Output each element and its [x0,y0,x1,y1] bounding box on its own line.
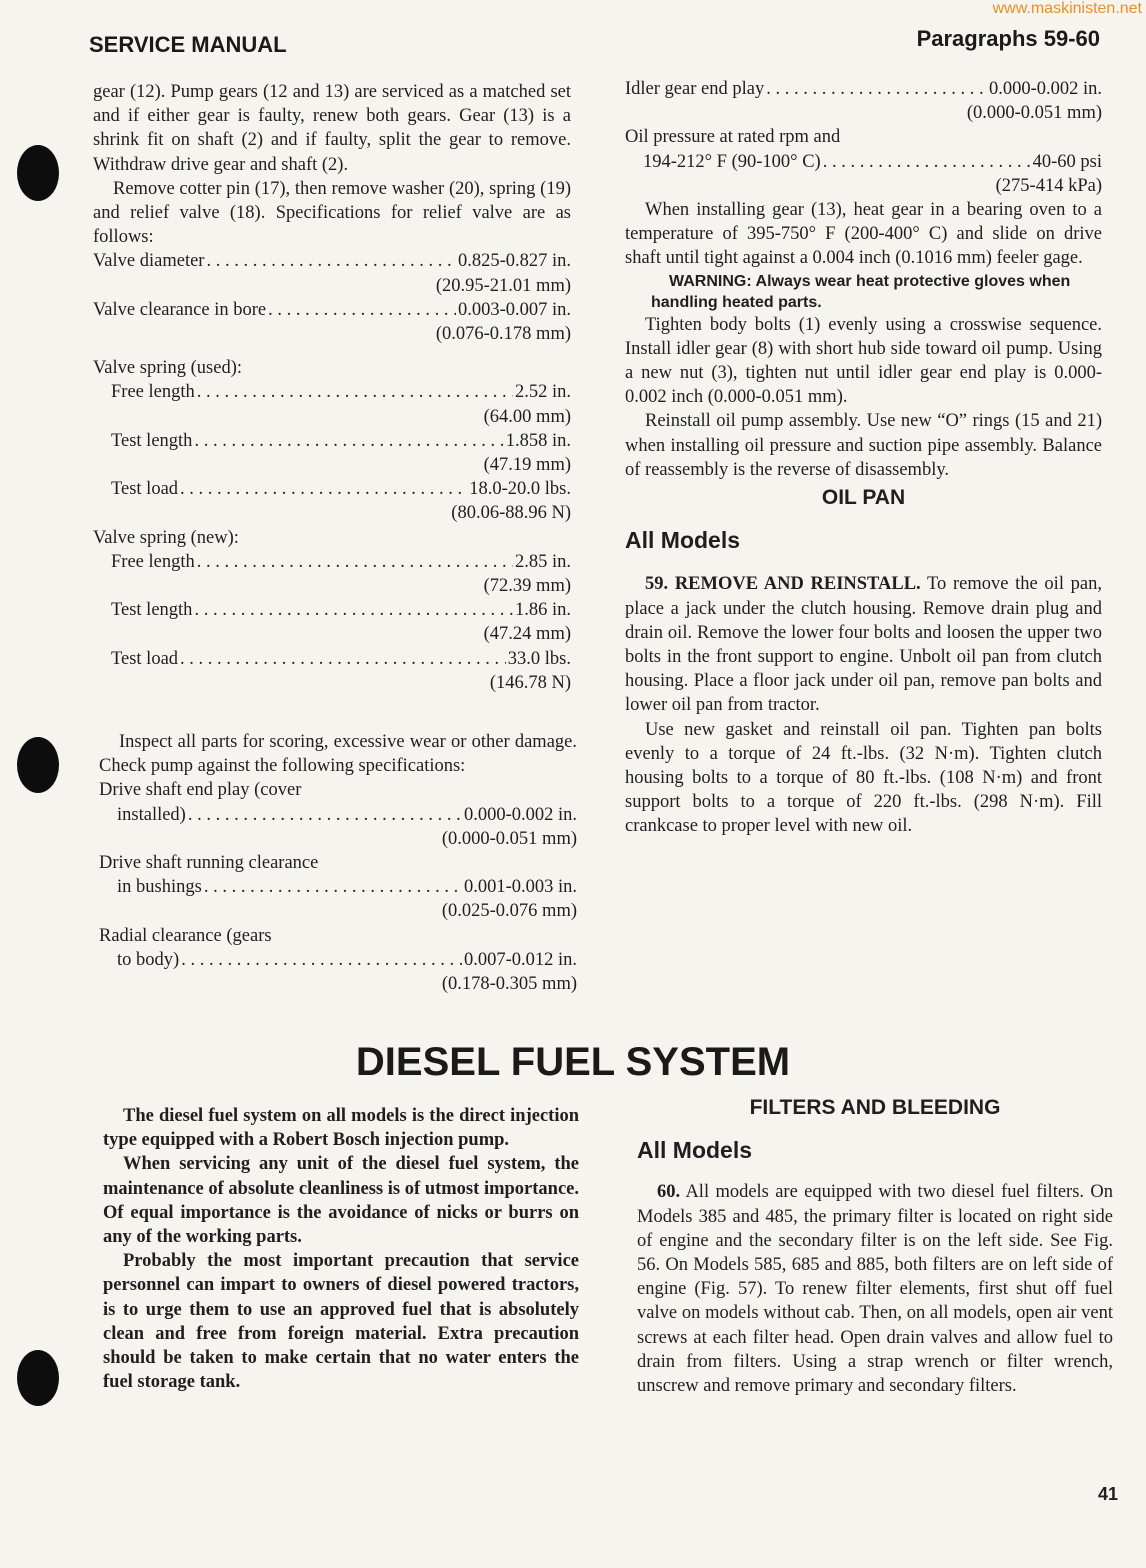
spec-heading: Oil pressure at rated rpm and [625,127,841,148]
reinstall-paragraph: Reinstall oil pump assembly. Use new “O” rings (15 and 21) when installing oil pressure and suction pipe assembly. Balance of reassembly is the reverse of disassembly. [625,411,1102,480]
spec-idler [625,77,1102,125]
all-models-heading-2: All Models [637,1137,753,1164]
spec-label: Valve clearance in bore [93,299,267,320]
spec-label: Free length [111,382,195,403]
spec-label: Test length [111,430,193,451]
page-number: 41 [1097,1484,1118,1504]
spec-metric: (64.00 mm) [483,406,571,427]
spec-heading: Drive shaft end play (cover [99,780,302,801]
diesel-paragraph-1: The diesel fuel system on all models is the direct injection type equipped with a Robert Bosch injection pump. [103,1106,579,1151]
spec-value: 33.0 lbs. [507,648,571,669]
diesel-paragraph-3: Probably the most important precaution that service personnel can impart to owners of diesel powered tractors, is to urge them to use an approved fuel that is absolutely clean and free from foreign material. Extra precaution should be taken to make certain that no water enters the fuel storage tank. [103,1251,579,1393]
section-title: DIESEL FUEL SYSTEM [355,1040,791,1084]
spec-label: to body) [117,949,180,970]
spec-valve-diameter [93,249,571,297]
spec-label: installed) [117,804,186,825]
header-left: SERVICE MANUAL [89,32,287,57]
spec-label: Test load [111,648,179,669]
spec-value: 0.000-0.002 in. [463,804,577,825]
spec-value: 0.003-0.007 in. [457,299,571,320]
spec-valve-clearance [93,298,571,346]
spec-drive-end-play [99,778,577,851]
spring-new-heading: Valve spring (new): [93,527,239,548]
watermark: www.maskinisten.net [992,0,1142,17]
left-column-lower [99,730,577,996]
spec-label: Free length [111,551,195,572]
spec-metric: (47.24 mm) [483,624,571,645]
diesel-paragraph-2: When servicing any unit of the diesel fuel system, the maintenance of absolute cleanliness is of utmost importance. Of equal importance is the avoidance of nicks or burrs on any of the working parts. [103,1154,579,1248]
spec-label: Valve diameter [93,251,205,272]
binder-hole [17,1350,59,1406]
spec-value: 2.52 in. [514,382,571,403]
binder-hole [17,145,59,201]
spec-value: 0.001-0.003 in. [463,877,577,898]
paragraph-60 [637,1180,1113,1398]
left-column [93,80,571,695]
paragraph-59-label: 59. REMOVE AND REINSTALL. [645,574,921,595]
diesel-right-column [637,1096,1113,1398]
spec-radial [99,924,577,997]
spec-metric: (0.076-0.178 mm) [435,324,571,345]
paragraph-59 [625,572,1102,717]
oil-pan-heading: OIL PAN [821,486,906,510]
spec-metric: (0.178-0.305 mm) [441,974,577,995]
diesel-left-column [103,1104,579,1394]
spec-value: 40-60 psi [1032,151,1102,172]
relief-paragraph: Remove cotter pin (17), then remove washer (20), spring (19) and relief valve (18). Specifications for relief valve are as follows: [93,178,571,248]
spec-heading: Drive shaft running clearance [99,853,319,874]
spec-value: 1.86 in. [514,600,571,621]
paragraph-60-label: 60. [657,1182,681,1203]
spec-label: Idler gear end play [625,79,765,99]
tighten-paragraph: Tighten body bolts (1) evenly using a crosswise sequence. Install idler gear (8) with short hub side toward oil pump. Using a new nut (3), tighten nut until idler gear end play is 0.000-0.002 inch (0.000-0.051 mm). [625,314,1102,408]
spec-value: 0.007-0.012 in. [463,949,577,970]
spec-drive-running [99,851,577,924]
spring-used-group [93,356,571,525]
all-models-heading: All Models [625,527,741,554]
filters-bleeding-heading: FILTERS AND BLEEDING [749,1096,1001,1119]
header-right: Paragraphs 59-60 [916,26,1100,51]
paragraph-60-text: All models are equipped with two diesel fuel filters. On Models 385 and 485, the primary filter is located on right side of engine and the secondary filter is on the left side. See Fig. 56. On Models 585, 685 and 885, both filters are on left side of engine (Fig. 57). To renew filter elements, first shut off fuel valve on models without cab. Then, on all models, open air vent screws at each filter head. Open drain valves and allow fuel to drain from filters. Using a strap wrench or filter wrench, unscrew and remove primary and secondary filters. [637,1182,1113,1397]
warning-note: WARNING: Always wear heat protective gloves when handling heated parts. [651,272,1071,311]
spec-metric: (80.06-88.96 N) [451,503,571,524]
spring-used-heading: Valve spring (used): [93,358,242,379]
spec-metric: (0.000-0.051 mm) [966,103,1102,124]
spec-value: 2.85 in. [514,551,571,572]
spec-metric: (47.19 mm) [483,455,571,476]
spec-heading: Radial clearance (gears [99,925,272,946]
spec-label: 194-212° F (90-100° C) [643,151,821,172]
intro-paragraph: gear (12). Pump gears (12 and 13) are serviced as a matched set and if either gear is faulty, renew both gears. Gear (13) is a shrink fit on shaft (2) and if faulty, split the gear to remove. Withdraw drive gear and shaft (2). [93,82,571,175]
spec-metric: (275-414 kPa) [995,175,1102,196]
spec-oil-pressure [625,125,1102,198]
spec-label: in bushings [117,877,202,898]
spec-value: 18.0-20.0 lbs. [469,479,571,500]
right-column [625,77,1102,839]
spec-metric: (72.39 mm) [483,576,571,597]
spec-label: Test load [111,479,179,500]
spec-value: 0.000-0.002 in. [988,79,1102,99]
installing-paragraph: When installing gear (13), heat gear in a bearing oven to a temperature of 395-750° F (200-400° C) and slide on drive shaft until tight against a 0.004 inch (0.1016 mm) feeler gage. [625,200,1102,269]
spring-new-group [93,526,571,695]
spec-metric: (146.78 N) [489,672,571,693]
spec-metric: (0.000-0.051 mm) [441,828,577,849]
binder-hole [17,737,59,793]
spec-label: Test length [111,600,193,621]
spec-value: 0.825-0.827 in. [457,251,571,272]
gasket-paragraph: Use new gasket and reinstall oil pan. Tighten pan bolts evenly to a torque of 24 ft.-lbs. (32 N·m). Tighten clutch housing bolts to a torque of 80 ft.-lbs. (108 N·m) and front support bolts to a torque of 220 ft.-lbs. (298 N·m). Fill crankcase to proper level with new oil. [625,719,1102,837]
spec-value: 1.858 in. [505,430,571,451]
paragraph-59-text: To remove the oil pan, place a jack under the clutch housing. Remove drain plug and drain oil. Remove the lower four bolts and loosen the upper two bolts in the front support to engine. Unbolt oil pan from clutch housing. Place a floor jack under oil pan, remove pan bolts and lower oil pan from tractor. [625,574,1102,716]
inspect-paragraph: Inspect all parts for scoring, excessive wear or other damage. Check pump against the following specifications: [99,732,577,777]
spec-metric: (20.95-21.01 mm) [435,275,571,296]
spec-metric: (0.025-0.076 mm) [441,901,577,922]
